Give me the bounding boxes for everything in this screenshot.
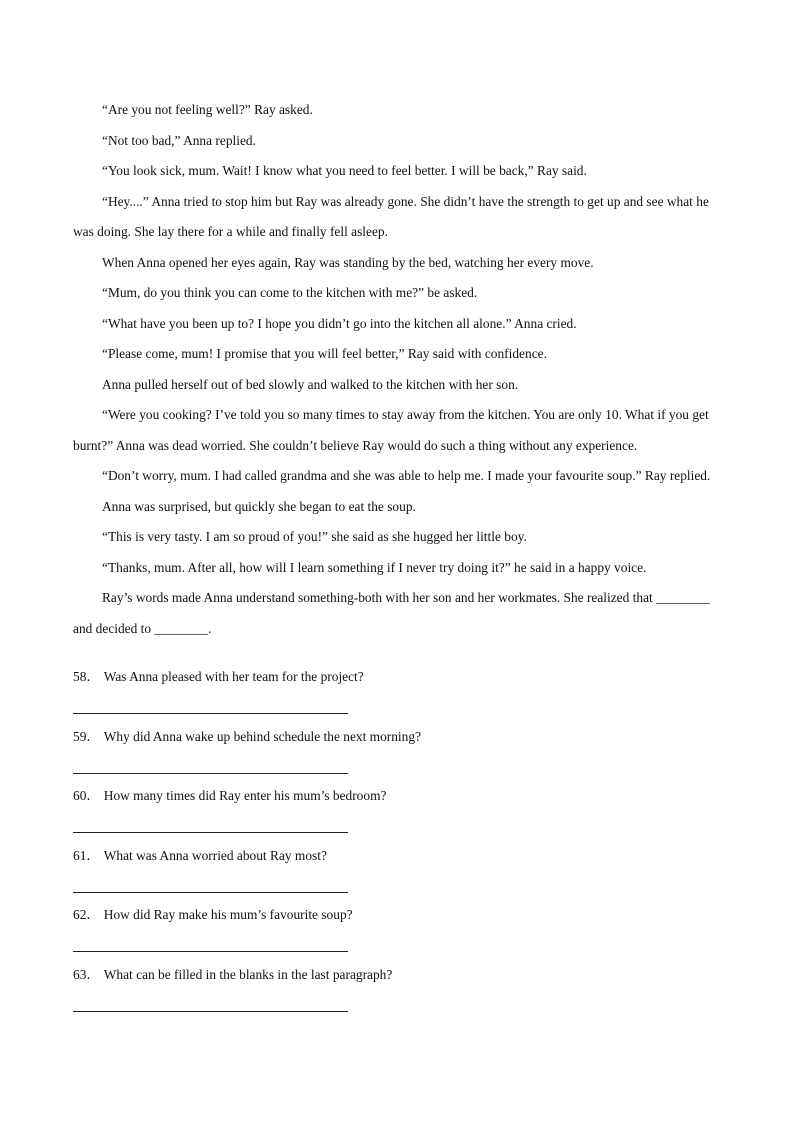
- story-paragraph: “Were you cooking? I’ve told you so many times to stay away from the kitchen. You are only 10. What if you get burnt?” Anna was dead worried. She couldn’t believe Ray would do such a thing without any experience.: [73, 407, 709, 453]
- story-paragraph: “Are you not feeling well?” Ray asked.: [102, 102, 313, 117]
- answer-line[interactable]: [73, 951, 348, 952]
- question-list: [73, 663, 727, 1021]
- question-number: 59．: [73, 728, 100, 744]
- answer-line[interactable]: [73, 773, 348, 774]
- answer-line[interactable]: [73, 1011, 348, 1012]
- answer-line[interactable]: [73, 832, 348, 833]
- question-text: [73, 786, 386, 806]
- story-paragraph: “You look sick, mum. Wait! I know what you need to feel better. I will be back,” Ray said.: [102, 163, 587, 178]
- story-paragraph: When Anna opened her eyes again, Ray was standing by the bed, watching her every move.: [102, 254, 594, 270]
- question-number: 60．: [73, 788, 100, 804]
- story-paragraph: “Hey....” Anna tried to stop him but Ray was already gone. She didn’t have the strength to get up and see what he was doing. She lay there for a while and finally fell asleep.: [73, 193, 709, 239]
- story-paragraph: “Thanks, mum. After all, how will I learn something if I never try doing it?” he said in a happy voice.: [102, 559, 647, 575]
- story-paragraph: “Not too bad,” Anna replied.: [102, 132, 256, 148]
- answer-line[interactable]: [73, 713, 348, 714]
- question-text: [73, 965, 392, 985]
- story-paragraph: “Don’t worry, mum. I had called grandma and she was able to help me. I made your favourite soup.” Ray replied.: [102, 468, 711, 483]
- story-paragraph: “What have you been up to? I hope you didn’t go into the kitchen all alone.” Anna cried.: [102, 315, 577, 331]
- question-59: [73, 723, 727, 783]
- story-paragraph: “Please come, mum! I promise that you will feel better,” Ray said with confidence.: [102, 346, 547, 361]
- question-text: [73, 667, 364, 687]
- question-63: [73, 961, 727, 1021]
- answer-line[interactable]: [73, 892, 348, 893]
- question-61: [73, 842, 727, 902]
- question-60: [73, 782, 727, 842]
- question-text: [73, 846, 327, 866]
- question-number: 62．: [73, 907, 100, 923]
- question-prompt: How many times did Ray enter his mum’s bedroom?: [103, 788, 387, 804]
- story-paragraph: Ray’s words made Anna understand something-both with her son and her workmates. She realized that ________ and decided to ________.: [73, 590, 710, 636]
- question-text: [73, 905, 353, 925]
- question-58: [73, 663, 727, 723]
- question-number: 63．: [73, 966, 100, 982]
- question-number: 61．: [73, 847, 100, 863]
- story-paragraph: “This is very tasty. I am so proud of you!” she said as she hugged her little boy.: [102, 529, 527, 544]
- story-text: [73, 95, 727, 644]
- story-paragraph: Anna pulled herself out of bed slowly and walked to the kitchen with her son.: [102, 376, 519, 392]
- question-prompt: Why did Anna wake up behind schedule the next morning?: [103, 728, 421, 744]
- question-prompt: What was Anna worried about Ray most?: [103, 847, 327, 863]
- question-62: [73, 901, 727, 961]
- question-text: [73, 727, 421, 747]
- question-prompt: Was Anna pleased with her team for the project?: [103, 669, 364, 684]
- question-prompt: What can be filled in the blanks in the last paragraph?: [103, 966, 393, 982]
- story-paragraph: Anna was surprised, but quickly she began to eat the soup.: [102, 498, 416, 514]
- question-number: 58．: [73, 669, 100, 684]
- question-prompt: How did Ray make his mum’s favourite soup?: [103, 907, 353, 923]
- story-paragraph: “Mum, do you think you can come to the kitchen with me?” be asked.: [102, 285, 478, 300]
